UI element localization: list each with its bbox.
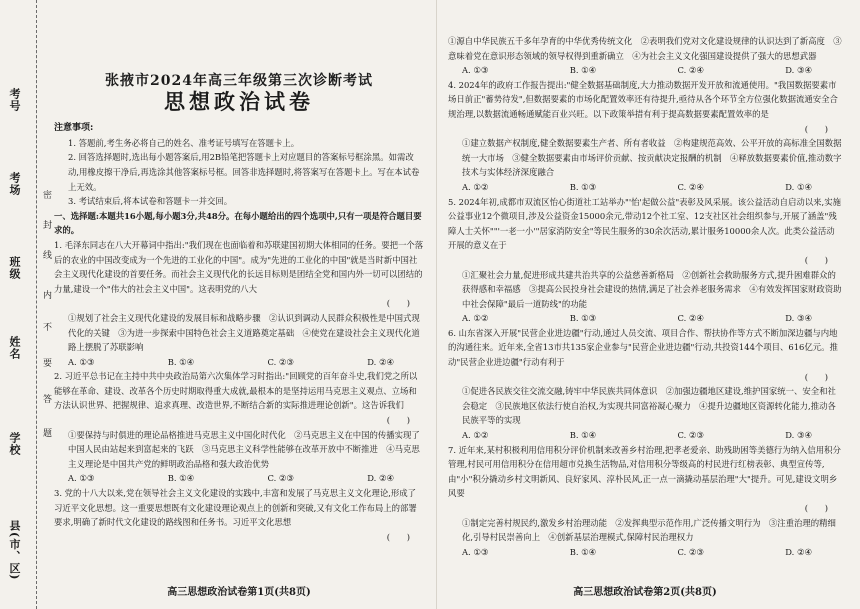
seal-char: 答: [41, 394, 51, 403]
question-stem: 2. 习近平总书记在主持中共中央政治局第六次集体学习时指出:"回顾党的百年奋斗史,我们党之所以能够在革命、建设、改革各个历史时期取得重大成就,最根本的是坚持运用马克思主义观点、立场和方法认识世界、把握规律、追求真理、改造世界,不断结合新的实际推进理论创新"。这告诉我们: [54, 371, 418, 411]
option-a[interactable]: A. ①③: [68, 473, 95, 484]
option-c[interactable]: C. ②③: [677, 546, 704, 557]
option-d[interactable]: D. ②④: [367, 356, 394, 367]
option-a[interactable]: A. ①③: [68, 356, 95, 367]
option-d[interactable]: D. ②④: [785, 546, 812, 557]
option-a[interactable]: A. ①②: [462, 313, 489, 324]
notice-item: 1. 答题前,考生务必将自己的姓名、准考证号填写在答题卡上。: [68, 137, 300, 148]
question-items: ①汇聚社会力量,促进形成共建共治共享的公益慈善新格局 ②创新社会救助服务方式,提升困难群众的获得感和幸福感 ③提高公民投身社会建设的热情,满足了社会养老服务需求 ④有效发挥国家财政资助中社会保障"最后一道防线"的功能: [462, 269, 842, 309]
option-d[interactable]: D. ②④: [367, 473, 394, 484]
question-stem: 3. 党的十八大以来,党在领导社会主义文化建设的实践中,丰富和发展了马克思主义文化理论,形成了习近平文化思想。这一重要思想既有文化建设理论观点上的创新和突破,又有文化工作布局上的部署要求,明确了新时代文化建设的路线图和任务书。习近平文化思想: [54, 488, 417, 528]
field-school: 学校: [8, 432, 21, 456]
seal-char: 内: [41, 290, 51, 299]
question-3: [54, 486, 424, 544]
question-stem: 7. 近年来,某村积极利用信用积分评价机制来改善乡村治理,把孝老爱亲、助残助困等美德行为纳入信用积分管理,村民可用信用积分在信用超市兑换生活物品,对信用积分等级高的村民进行红榜表彰、典型宣传等,由"小"积分撬动乡村文明新风、良好家风、淳朴民风,正一点一滴撬动基层治理"大"提升。可见,建设文明乡风要: [448, 444, 841, 499]
question-options: [448, 545, 842, 560]
option-b[interactable]: B. ①④: [569, 430, 597, 441]
page-footer-right: 高三思想政治试卷第2页(共8页): [573, 587, 717, 599]
question-stem: 6. 山东省深入开展"民营企业进边疆"行动,通过人员交流、项目合作、帮扶协作等方式不断加深边疆与内地的沟通往来。近年来,全省13市共135家企业参与"民营企业进边疆"行动,共投资144个项目、616亿元。推动"民营企业进边疆"行动有利于: [448, 327, 838, 368]
field-exam-number: 考号: [8, 88, 21, 112]
top-spacer: [448, 0, 842, 34]
seal-char: 要: [41, 358, 51, 367]
option-b[interactable]: B. ①④: [167, 473, 195, 484]
page-footer-left: 高三思想政治试卷第1页(共8页): [167, 587, 311, 599]
page-2: [448, 0, 842, 609]
option-b[interactable]: B. ①④: [569, 546, 597, 557]
page-divider: [436, 0, 437, 609]
option-b[interactable]: B. ①④: [167, 356, 195, 367]
field-name: 姓名: [8, 336, 21, 360]
answer-paren: ( ): [386, 531, 410, 542]
seal-char: 封: [41, 220, 51, 229]
question-options: [54, 471, 424, 486]
question-stem: 5. 2024年初,成都市双流区怡心街道社工站举办"'怡'起做公益"表彰及风采展。该公益活动自启动以来,实施公益事业12个微项目,涉及公益资金15000余元,带动12个社工室、12支社区社会组织参与,开展了涵盖"残障人士关怀""'一老一小'"居家消防安全"等民生服务的30余次活动,累计服务10000余人次。此类公益活动开展的意义在于: [448, 196, 841, 251]
question-stem: 1. 毛泽东同志在八大开幕词中指出:"我们现在也面临着和苏联建国初期大体相同的任务。要把一个落后的农业的中国改变成为一个先进的工业化的中国"。成为"先进的工业化的中国"就是当时新中国社会主义现代化建设的首要任务。而社会主义现代化的长远目标则是团结全党和国内外一切可以团结的力量,建设一个"伟大的社会主义中国"。这表明党的八大: [54, 239, 424, 294]
field-class: 班级: [8, 256, 21, 280]
option-c[interactable]: C. ②③: [267, 473, 294, 484]
question-options: [448, 428, 842, 443]
option-a[interactable]: A. ①③: [462, 546, 489, 557]
notice-heading: 注意事项:: [54, 123, 94, 134]
answer-paren: ( ): [804, 123, 828, 134]
question-stem: 4. 2024年的政府工作报告提出:"健全数据基础制度,大力推动数据开发开放和流通使用。"我国数据要素市场日前正"蓄势待发",但数据要素的市场化配置效率还有待提升,亟待从各个环节全方位强化数据流通安全合规治理,以数据流通畅通赋能百业兴旺。以下政策举措有利于提高数据要素配置效率的是: [448, 79, 838, 119]
exam-title: 张掖市2024年高三年级第三次诊断考试: [105, 73, 373, 89]
option-c[interactable]: C. ②④: [677, 181, 704, 192]
question-items: ①要保持与时俱进的理论品格推进马克思主义中国化时代化 ②马克思主义在中国的传播实现了中国人民由站起来到富起来的飞跃 ③马克思主义科学性能够在改革开放中不断推进 ④马克思主义理论是中国共产党的鲜明政治品格和强大政治优势: [68, 429, 420, 469]
option-a[interactable]: A. ①②: [462, 430, 489, 441]
question-6: [448, 326, 842, 443]
question-1: [54, 238, 424, 369]
seal-char: 线: [41, 250, 51, 259]
subject-title: 思想政治试卷: [164, 88, 314, 114]
field-exam-room: 考场: [8, 172, 21, 196]
page-1: [54, 0, 424, 609]
option-d[interactable]: D. ①④: [785, 181, 812, 192]
section-heading: 一、选择题:本题共16小题,每小题3分,共48分。在每小题给出的四个选项中,只有一项是符合题目要求的。: [54, 210, 422, 236]
question-items: ①规划了社会主义现代化建设的发展目标和战略步骤 ②认识到调动人民群众积极性是中国式现代化的关键 ③为进一步探索中国特色社会主义道路奠定基础 ④使党在建设社会主义现代化道路上摆脱了苏联影响: [68, 312, 420, 353]
option-a[interactable]: A. ①③: [462, 65, 489, 76]
question-4: [448, 78, 842, 195]
answer-paren: ( ): [386, 415, 410, 426]
question-options: [54, 355, 424, 370]
notice-item: 2. 回答选择题时,选出每小题答案后,用2B铅笔把答题卡上对应题目的答案标号框涂黑。如需改动,用橡皮擦干净后,再选涂其他答案标号框。回答非选择题时,将答案写在答题卡上。写在本试卷上无效。: [68, 152, 420, 192]
option-b[interactable]: B. ①④: [569, 65, 597, 76]
option-b[interactable]: B. ①③: [569, 181, 597, 192]
question-options: [448, 311, 842, 326]
answer-paren: ( ): [386, 298, 410, 309]
answer-paren: ( ): [804, 503, 828, 513]
question-3-continued: [448, 34, 842, 78]
question-options: [448, 180, 842, 195]
question-items: ①促进各民族交往交流交融,铸牢中华民族共同体意识 ②加强边疆地区建设,维护国家统一、安全和社会稳定 ③民族地区依法行使自治权,为实现共同富裕凝心聚力 ④提升边疆地区资源转化能力,推动各民族平等的实现: [462, 386, 836, 426]
option-c[interactable]: C. ②④: [677, 65, 704, 76]
seal-char: 密: [41, 190, 51, 199]
option-a[interactable]: A. ①②: [462, 181, 489, 192]
question-items: ①制定完善村规民约,激发乡村治理动能 ②发挥典型示范作用,广泛传播文明行为 ③注重治理的精细化,引导村民崇善向上 ④创新基层治理模式,保障村民治理权力: [462, 517, 836, 543]
answer-paren: ( ): [804, 371, 828, 382]
option-c[interactable]: C. ②④: [677, 313, 704, 324]
question-items: ①建立数据产权制度,健全数据要素生产者、所有者收益 ②构建规范高效、公平开放的高标准全国数据统一大市场 ③健全数据要素由市场评价贡献、按贡献决定报酬的机制 ④释放数据要素价值,推动数字技术与实体经济深度融合: [462, 138, 842, 178]
seal-char: 不: [41, 322, 51, 331]
question-2: [54, 369, 424, 486]
option-b[interactable]: B. ①③: [569, 313, 597, 324]
question-options: [448, 63, 842, 78]
notice-item: 3. 考试结束后,将本试卷和答题卡一并交回。: [68, 196, 233, 207]
option-c[interactable]: C. ②③: [267, 356, 294, 367]
option-d[interactable]: D. ③④: [785, 430, 812, 441]
question-5: [448, 195, 842, 326]
seal-char: 题: [41, 428, 51, 437]
option-d[interactable]: D. ③④: [785, 313, 812, 324]
option-c[interactable]: C. ②③: [677, 430, 704, 441]
question-items: ①源自中华民族五千多年孕育的中华优秀传统文化 ②表明我们党对文化建设规律的认识达到了新高度 ③意味着党在意识形态领域的领导权得到重新确立 ④为社会主义文化强国建设提供了强大的思想武器: [448, 36, 842, 61]
question-7: [448, 443, 842, 560]
option-d[interactable]: D. ③④: [785, 65, 812, 76]
answer-paren: ( ): [804, 254, 828, 265]
field-county: 县(市、区): [8, 520, 21, 581]
